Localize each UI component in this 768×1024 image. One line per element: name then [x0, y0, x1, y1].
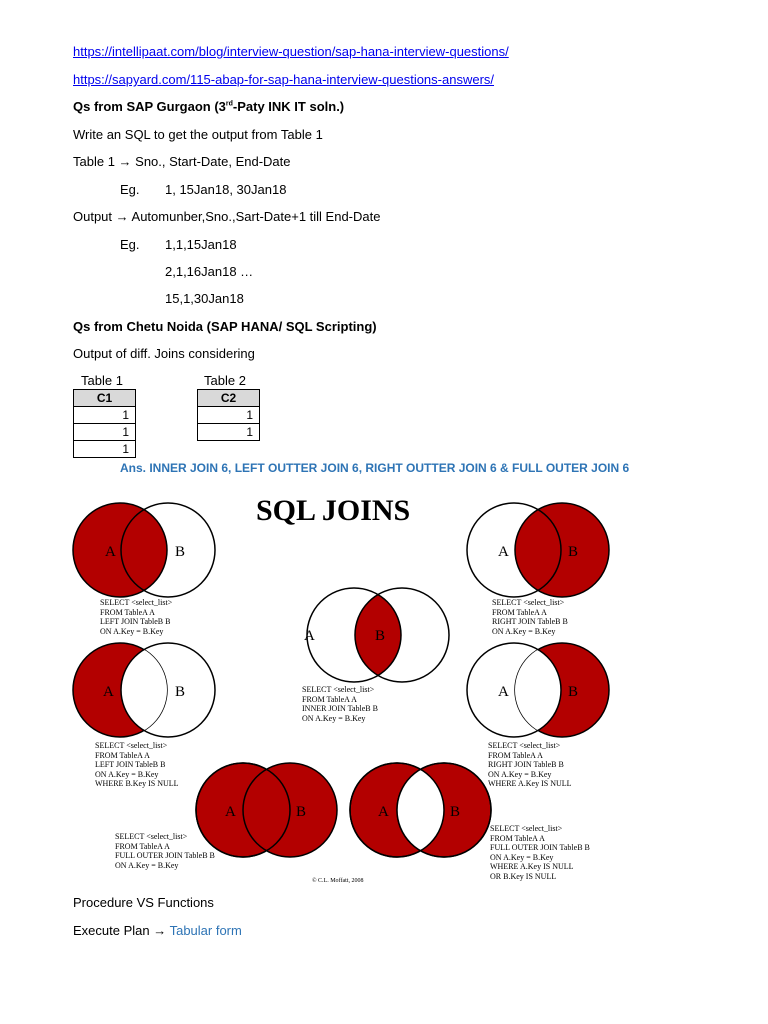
heading-sap-gurgaon — [73, 99, 344, 114]
table2-cell: 1 — [198, 424, 260, 441]
table1-label: Table 1 — [81, 373, 123, 388]
q1-line2: Table 1 → Sno., Start-Date, End-Date — [73, 154, 291, 169]
heading-chetu-noida: Qs from Chetu Noida (SAP HANA/ SQL Scripting) — [73, 319, 377, 334]
execute-plan-text: Execute Plan → — [73, 923, 170, 938]
eg2-line-2: 2,1,16Jan18 … — [165, 264, 254, 279]
venn-left-excluding — [73, 643, 215, 737]
table1-cell: 1 — [74, 407, 136, 424]
sql-left-join: SELECT <select_list> FROM TableA A LEFT JOIN TableB B ON A.Key = B.Key — [100, 598, 173, 636]
label-b: B — [568, 544, 579, 560]
label-a: A — [498, 544, 509, 560]
sql-right-excluding: SELECT <select_list> FROM TableA A RIGHT JOIN TableB B ON A.Key = B.Key WHERE A.Key IS NULL — [488, 741, 572, 788]
table2 — [197, 389, 260, 441]
venn-full-excluding — [350, 763, 491, 857]
procedure-vs-functions: Procedure VS Functions — [73, 895, 214, 910]
table2-label: Table 2 — [204, 373, 246, 388]
table1-header: C1 — [74, 390, 136, 407]
eg1-label: Eg. — [120, 182, 140, 197]
eg2-label: Eg. — [120, 237, 140, 252]
label-a: A — [378, 804, 389, 820]
label-b: B — [375, 628, 386, 644]
sql-full-excluding: SELECT <select_list> FROM TableA A FULL OUTER JOIN TableB B ON A.Key = B.Key WHERE A.Key IS NULL OR B.Key IS NULL — [490, 824, 590, 881]
table1 — [73, 389, 136, 458]
sql-right-join: SELECT <select_list> FROM TableA A RIGHT JOIN TableB B ON A.Key = B.Key — [492, 598, 568, 636]
venn-right-join — [467, 503, 609, 597]
link-sapyard[interactable]: https://sapyard.com/115-abap-for-sap-hana-interview-questions-answers/ — [73, 72, 495, 87]
heading-text-post: -Paty INK IT soln.) — [232, 99, 345, 114]
label-b: B — [175, 684, 186, 700]
venn-right-excluding — [467, 643, 609, 737]
venn-circle-a — [73, 503, 167, 597]
label-a: A — [103, 684, 114, 700]
eg1-value: 1, 15Jan18, 30Jan18 — [165, 182, 287, 197]
label-a: A — [498, 684, 509, 700]
venn-full-join — [196, 763, 337, 857]
table1-cell: 1 — [74, 441, 136, 458]
sql-inner-join: SELECT <select_list> FROM TableA A INNER JOIN TableB B ON A.Key = B.Key — [302, 685, 378, 723]
copyright: © C.L. Moffatt, 2008 — [312, 878, 364, 884]
label-b: B — [450, 804, 461, 820]
eg2-line-1: 1,1,15Jan18 — [165, 237, 237, 252]
label-b: B — [296, 804, 307, 820]
sql-left-excluding: SELECT <select_list> FROM TableA A LEFT JOIN TableB B ON A.Key = B.Key WHERE B.Key IS NULL — [95, 741, 179, 788]
label-a: A — [105, 544, 116, 560]
label-a: A — [304, 628, 315, 644]
sql-full-join: SELECT <select_list> FROM TableA A FULL OUTER JOIN TableB B ON A.Key = B.Key — [115, 832, 215, 870]
tabular-form-link[interactable]: Tabular form — [169, 923, 242, 938]
q1-output: Output → Automunber,Sno.,Sart-Date+1 till End-Date — [73, 209, 381, 224]
label-a: A — [225, 804, 236, 820]
table2-cell: 1 — [198, 407, 260, 424]
link-intellipaat[interactable]: https://intellipaat.com/blog/interview-question/sap-hana-interview-questions/ — [73, 44, 509, 59]
heading-text: Qs from SAP Gurgaon (3 — [73, 99, 226, 114]
heading-sup: rd — [225, 100, 233, 108]
label-b: B — [175, 544, 186, 560]
table1-cell: 1 — [74, 424, 136, 441]
venn-circle-b — [515, 503, 609, 597]
label-b: B — [568, 684, 579, 700]
execute-plan — [73, 923, 242, 938]
eg2-line-3: 15,1,30Jan18 — [165, 291, 244, 306]
venn-left-join — [73, 503, 215, 597]
answer-text: Ans. INNER JOIN 6, LEFT OUTTER JOIN 6, RIGHT OUTTER JOIN 6 & FULL OUTER JOIN 6 — [120, 461, 630, 475]
q2-line1: Output of diff. Joins considering — [73, 346, 255, 361]
sql-joins-title: SQL JOINS — [256, 494, 411, 527]
q1-line1: Write an SQL to get the output from Table 1 — [73, 127, 323, 142]
table2-header: C2 — [198, 390, 260, 407]
